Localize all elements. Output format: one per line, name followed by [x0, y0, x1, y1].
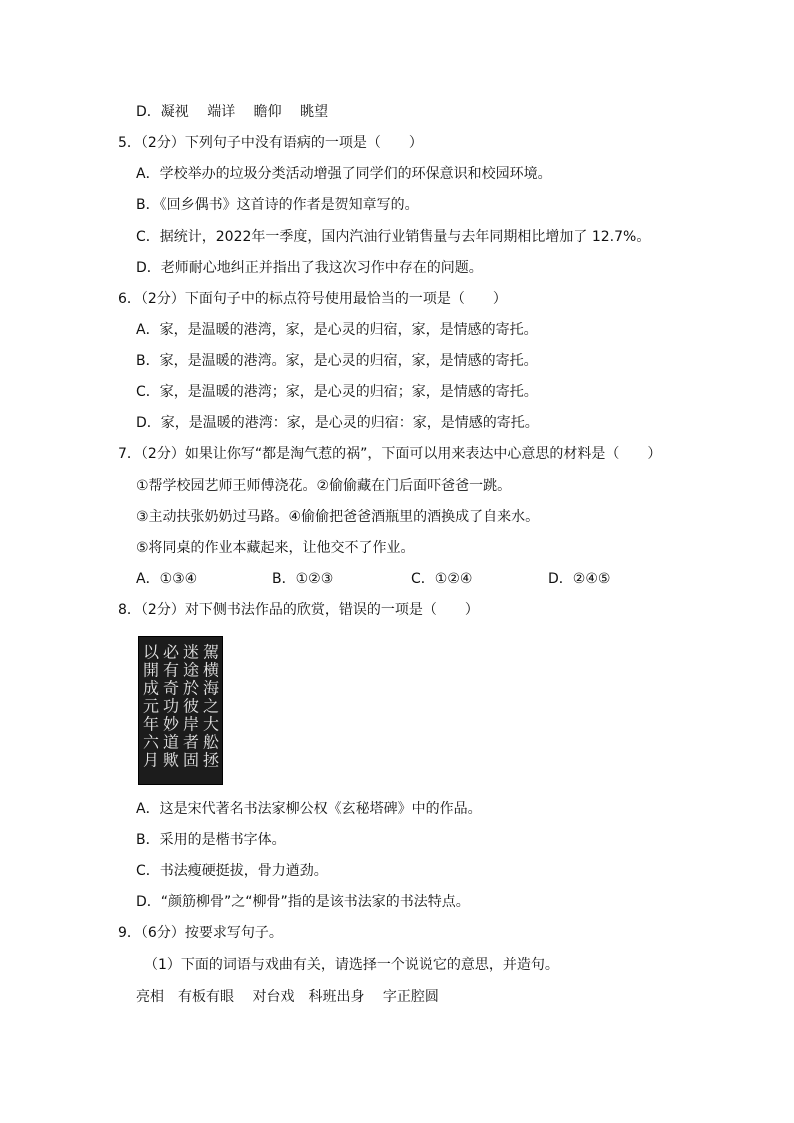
question-5-stem: 5．（2分）下列句子中没有语病的一项是（ ） [118, 135, 423, 151]
question-6-option-d: D．家，是温暖的港湾：家，是心灵的归宿：家，是情感的寄托。 [136, 415, 539, 431]
calligraphy-character: 六 [142, 732, 160, 752]
question-7-option-b: B．①②③ [272, 571, 334, 587]
question-8-option-d: D．“颜筋柳骨”之“柳骨”指的是该书法家的书法特点。 [136, 894, 470, 910]
calligraphy-character: 岸 [182, 714, 200, 734]
calligraphy-character: 舩 [202, 732, 220, 752]
calligraphy-character: 彼 [182, 696, 200, 716]
calligraphy-character: 大 [202, 714, 220, 734]
question-6-option-b: B．家，是温暖的港湾。家，是心灵的归宿，家，是情感的寄托。 [136, 353, 538, 369]
calligraphy-character: 年 [142, 714, 160, 734]
calligraphy-character: 海 [202, 678, 220, 698]
question-5-option-b: B．《回乡偶书》这首诗的作者是贺知章写的。 [136, 197, 419, 213]
calligraphy-character: 横 [202, 660, 220, 680]
question-7-material-3: ⑤将同桌的作业本藏起来，让他交不了作业。 [136, 540, 415, 556]
question-8-option-b: B．采用的是楷书字体。 [136, 832, 286, 848]
question-5-option-a: A．学校举办的垃圾分类活动增强了同学们的环保意识和校园环境。 [136, 166, 552, 182]
calligraphy-character: 必 [162, 642, 180, 662]
calligraphy-character: 成 [142, 678, 160, 698]
question-6-stem: 6．（2分）下面句子中的标点符号使用最恰当的一项是（ ） [118, 291, 507, 307]
calligraphy-character: 駕 [202, 642, 220, 662]
question-5-option-c: C．据统计，2022年一季度，国内汽油行业销售量与去年同期相比增加了 12.7%。 [136, 229, 651, 245]
question-8-option-c: C．书法瘦硬挺拔，骨力遒劲。 [136, 863, 328, 879]
calligraphy-character: 道 [162, 732, 180, 752]
calligraphy-character: 拯 [202, 750, 220, 770]
question-6-option-c: C．家，是温暖的港湾；家，是心灵的归宿；家，是情感的寄托。 [136, 384, 538, 400]
calligraphy-character: 妙 [162, 714, 180, 734]
calligraphy-character: 歟 [162, 750, 180, 770]
question-7-option-d: D．②④⑤ [548, 571, 611, 587]
question-9-stem: 9．（6分）按要求写句子。 [118, 925, 283, 941]
question-4-option-d: D．凝视 端详 瞻仰 眺望 [136, 104, 329, 120]
question-9-words: 亮相 有板有眼 对台戏 科班出身 字正腔圆 [136, 989, 439, 1005]
calligraphy-character: 奇 [162, 678, 180, 698]
question-9-sub-1: （1）下面的词语与戏曲有关，请选择一个说说它的意思，并造句。 [144, 957, 559, 973]
question-7-stem: 7．（2分）如果让你写“都是淘气惹的祸”，下面可以用来表达中心意思的材料是（ ） [118, 446, 662, 462]
calligraphy-character: 以 [142, 642, 160, 662]
calligraphy-character: 月 [142, 750, 160, 770]
calligraphy-character: 有 [162, 660, 180, 680]
calligraphy-character: 固 [182, 750, 200, 770]
calligraphy-character: 迷 [182, 642, 200, 662]
calligraphy-character: 元 [142, 696, 160, 716]
calligraphy-character: 開 [142, 660, 160, 680]
calligraphy-character: 之 [202, 696, 220, 716]
question-5-option-d: D．老师耐心地纠正并指出了我这次习作中存在的问题。 [136, 260, 483, 276]
calligraphy-rubbing [139, 637, 222, 784]
calligraphy-character: 功 [162, 696, 180, 716]
question-7-option-c: C．①②④ [411, 571, 473, 587]
calligraphy-character: 於 [182, 678, 200, 698]
question-8-option-a: A．这是宋代著名书法家柳公权《玄秘塔碑》中的作品。 [136, 801, 482, 817]
question-7-option-a: A．①③④ [136, 571, 198, 587]
question-6-option-a: A．家，是温暖的港湾，家，是心灵的归宿，家，是情感的寄托。 [136, 322, 538, 338]
question-8-stem: 8．（2分）对下侧书法作品的欣赏，错误的一项是（ ） [118, 602, 479, 618]
calligraphy-image [138, 636, 223, 785]
calligraphy-character: 途 [182, 660, 200, 680]
question-7-material-2: ③主动扶张奶奶过马路。④偷偷把爸爸酒瓶里的酒换成了自来水。 [136, 509, 540, 525]
calligraphy-character: 者 [182, 732, 200, 752]
question-7-material-1: ①帮学校园艺师王师傅浇花。②偷偷藏在门后面吓爸爸一跳。 [136, 478, 512, 494]
